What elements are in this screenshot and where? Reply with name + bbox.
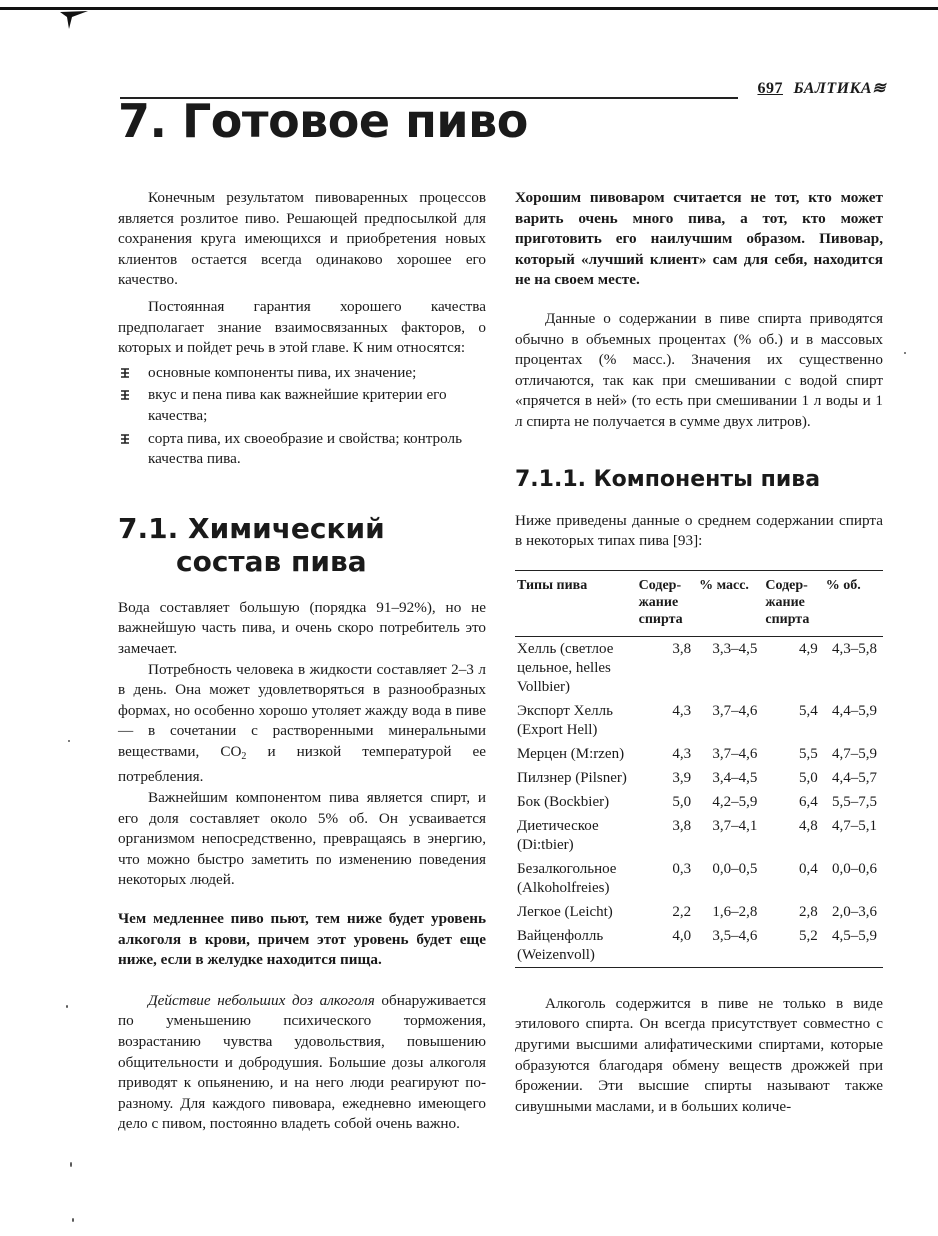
value-cell: 5,0 bbox=[799, 769, 818, 786]
value-cell: 0,3 bbox=[672, 860, 692, 877]
list-item-text: вкус и пена пива как важнейшие критерии его качества; bbox=[148, 386, 447, 424]
section-paragraph-2 bbox=[118, 660, 486, 789]
value-cell: 2,2 bbox=[672, 903, 692, 920]
value-cell: 4,3–5,8 bbox=[832, 640, 877, 657]
table-row bbox=[515, 900, 883, 924]
factor-list bbox=[118, 363, 486, 470]
value-cell: 6,4 bbox=[799, 793, 818, 810]
value-cell: 5,5 bbox=[799, 745, 818, 762]
value-cell: 4,2–5,9 bbox=[712, 793, 758, 810]
chapter-title: 7. Готовое пиво bbox=[118, 94, 528, 148]
bullet-icon bbox=[120, 390, 130, 400]
paragraph-text: обнаруживается по уменьшению психического торможения, возрастанию чувства удовольствия, повышению общительности и добродушия. Большие дозы алкоголя приводят к опьянению, и на него люди реагируют по-разному. Для каждого пивовара, ежедневно имеющего дело с пивом, постоянно владеть собой очень важно. bbox=[118, 991, 486, 1133]
value-cell: 5,0 bbox=[672, 793, 692, 810]
section-paragraph-4 bbox=[118, 991, 486, 1135]
right-column bbox=[515, 188, 883, 1117]
value-cell: 3,7–4,1 bbox=[712, 817, 758, 834]
value-cell: 4,7–5,1 bbox=[832, 817, 877, 834]
paragraph-text: Потребность человека в жидкости составляет 2–3 л в день. Она может удовлетворяться в разнообразных формах, но особенно хорошо утоляет жажду вода в пиве — в сочетании с растворенными минеральными веществами, CO bbox=[118, 660, 486, 760]
value-cell: 3,7–4,6 bbox=[712, 702, 758, 719]
value-cell: 4,9 bbox=[799, 640, 818, 657]
table-row bbox=[515, 699, 883, 742]
alcohol-table bbox=[515, 570, 883, 968]
value-cell: 2,0–3,6 bbox=[832, 903, 877, 920]
table-row bbox=[515, 857, 883, 900]
subscript: 2 bbox=[241, 750, 247, 762]
value-cell: 3,8 bbox=[672, 817, 692, 834]
value-cell: 3,8 bbox=[672, 640, 692, 657]
beer-type-cell: Вайценфолль (Weizenvoll) bbox=[517, 927, 604, 963]
intro-paragraph-2: Постоянная гарантия хорошего качества предполагает знание взаимосвязанных факторов, о которых и пойдет речь в этой главе. К ним относятся: bbox=[118, 297, 486, 357]
beer-type-cell: Безалкогольное (Alkoholfreies) bbox=[517, 860, 617, 896]
value-cell: 3,7–4,6 bbox=[712, 745, 758, 762]
subsection-title: 7.1.1. Компоненты пива bbox=[515, 466, 821, 492]
beer-type-cell: Хелль (светлое цельное, helles Vollbier) bbox=[517, 640, 614, 695]
value-cell: 0,4 bbox=[799, 860, 818, 877]
value-cell: 3,5–4,6 bbox=[712, 927, 758, 944]
section-title-line-1: 7.1. Химический bbox=[118, 511, 385, 545]
last-paragraph: Алкоголь содержится в пиве не только в виде этилового спирта. Он всегда присутствует совместно с другими высшими алифатическими спиртами, которые образуются благодаря обмену веществ дрожжей при брожении. Эти высшие спирты называют также сивушными маслами, и в больших количе- bbox=[515, 994, 883, 1115]
beer-type-cell: Бок (Bockbier) bbox=[517, 793, 610, 810]
table-row bbox=[515, 924, 883, 968]
top-scan-line bbox=[0, 7, 938, 10]
column-header: % об. bbox=[824, 570, 883, 636]
value-cell: 3,3–4,5 bbox=[712, 640, 758, 657]
list-item-text: сорта пива, их своеобразие и свойства; контроль качества пива. bbox=[148, 429, 463, 468]
section-paragraph-3: Важнейшим компонентом пива является спирт, и его доля составляет около 5% об. Он усваивается организмом непосредственно, превращаясь в энергию, что можно быстро заметить по изменению поведения некоторых людей. bbox=[118, 789, 486, 889]
value-cell: 2,8 bbox=[799, 903, 818, 920]
value-cell: 4,0 bbox=[672, 927, 692, 944]
value-cell: 0,0–0,5 bbox=[712, 860, 758, 877]
value-cell: 4,8 bbox=[799, 817, 818, 834]
section-paragraph-1: Вода составляет большую (порядка 91–92%), но не важнейшую часть пива, и очень скоро потребитель это замечает. bbox=[118, 598, 486, 657]
intro-paragraph-1: Конечным результатом пивоваренных процессов является розлитое пиво. Решающей предпосылкой для сохранения круга имеющихся и приобретения новых клиентов остается всегда одинаково хорошее его качество. bbox=[118, 189, 486, 289]
paragraph-text: и низкой температурой ее потребления. bbox=[118, 742, 486, 786]
value-cell: 4,4–5,7 bbox=[832, 769, 877, 786]
bold-note: Чем медленнее пиво пьют, тем ниже будет уровень алкоголя в крови, причем этот уровень будет еще ниже, если в желудке находится пища. bbox=[118, 910, 486, 969]
value-cell: 4,5–5,9 bbox=[832, 927, 877, 944]
value-cell: 4,3 bbox=[672, 702, 692, 719]
section-title-line-2: состав пива bbox=[176, 544, 367, 578]
corner-mark-icon bbox=[58, 9, 90, 31]
table-row bbox=[515, 742, 883, 766]
bullet-icon bbox=[120, 368, 130, 378]
column-header: Содер-жание спирта bbox=[637, 570, 697, 636]
brand-name: БАЛТИКА≋ bbox=[793, 80, 886, 97]
list-item bbox=[118, 429, 486, 470]
left-column bbox=[118, 188, 486, 1135]
list-item bbox=[118, 385, 486, 426]
quote-paragraph: Хорошим пивоваром считается не тот, кто может варить очень много пива, а тот, кто может приготовить его наилучшим образом. Пивовар, который «лучший клиент» сам для себя, находится не на своем месте. bbox=[515, 189, 883, 289]
value-cell: 0,0–0,6 bbox=[832, 860, 877, 877]
table-body bbox=[515, 636, 883, 967]
running-head bbox=[757, 78, 886, 98]
beer-type-cell: Мерцен (M:rzen) bbox=[517, 745, 625, 762]
alcohol-paragraph: Данные о содержании в пиве спирта приводятся обычно в объемных процентах (% об.) и в массовых процентах (% масс.). Значения их существенно отличаются, так как при смешивании с водой спирт «прячется в ней» (то есть при смешивании 1 л воды и 1 л спирта не получается в сумме двух литров). bbox=[515, 309, 883, 430]
value-cell: 3,9 bbox=[672, 769, 692, 786]
value-cell: 1,6–2,8 bbox=[712, 903, 758, 920]
column-header: Содер-жание спирта bbox=[763, 570, 823, 636]
beer-type-cell: Диетическое (Di:tbier) bbox=[517, 817, 599, 853]
italic-phrase: Действие небольших доз алкоголя bbox=[148, 991, 375, 1009]
list-item bbox=[118, 363, 486, 384]
table-row bbox=[515, 636, 883, 699]
value-cell: 4,3 bbox=[672, 745, 692, 762]
section-title bbox=[118, 512, 486, 578]
table-header-row bbox=[515, 570, 883, 636]
bullet-icon bbox=[120, 434, 130, 444]
value-cell: 5,5–7,5 bbox=[832, 793, 877, 810]
list-item-text: основные компоненты пива, их значение; bbox=[148, 363, 417, 381]
page-number: 697 bbox=[757, 80, 783, 97]
column-header: Типы пива bbox=[515, 570, 637, 636]
beer-type-cell: Легкое (Leicht) bbox=[517, 903, 613, 920]
beer-type-cell: Экспорт Хелль (Export Hell) bbox=[517, 702, 613, 738]
value-cell: 5,4 bbox=[799, 702, 818, 719]
table-row bbox=[515, 766, 883, 790]
value-cell: 5,2 bbox=[799, 927, 818, 944]
table-intro: Ниже приведены данные о среднем содержании спирта в некоторых типах пива [93]: bbox=[515, 511, 883, 550]
beer-type-cell: Пилзнер (Pilsner) bbox=[517, 769, 627, 786]
value-cell: 3,4–4,5 bbox=[712, 769, 758, 786]
table-row bbox=[515, 814, 883, 857]
value-cell: 4,7–5,9 bbox=[832, 745, 877, 762]
column-header: % масс. bbox=[697, 570, 763, 636]
value-cell: 4,4–5,9 bbox=[832, 702, 877, 719]
table-row bbox=[515, 790, 883, 814]
